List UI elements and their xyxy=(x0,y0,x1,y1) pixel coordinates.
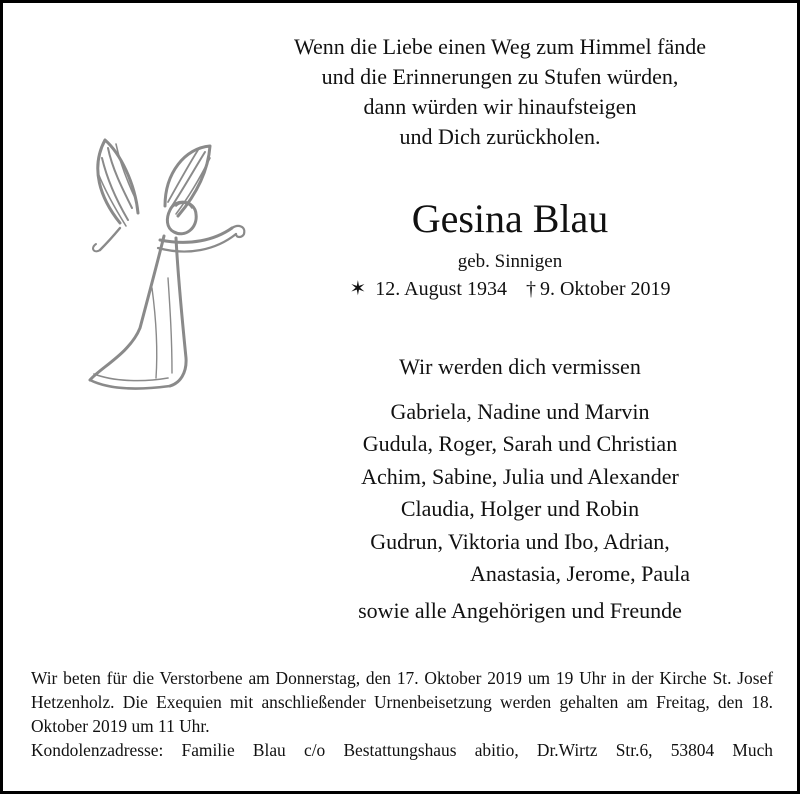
death-cross-icon: † xyxy=(525,278,536,300)
family-line: Gudula, Roger, Sarah und Christian xyxy=(362,431,678,457)
family-line: Claudia, Holger und Robin xyxy=(400,496,640,522)
family-line: Achim, Sabine, Julia und Alexander xyxy=(361,463,679,489)
angel-icon xyxy=(60,128,260,398)
memorial-poem xyxy=(220,32,780,152)
birth-star-icon: ✶ xyxy=(349,278,367,300)
death-date: 9. Oktober 2019 xyxy=(539,278,671,300)
family-line: Gudrun, Viktoria und Ibo, Adrian, xyxy=(370,528,670,554)
poem-line: und die Erinnerungen zu Stufen würden, xyxy=(321,64,679,89)
farewell-line: Wir werden dich vermissen xyxy=(399,354,641,379)
family-list xyxy=(300,396,740,590)
maiden-name: geb. Sinnigen xyxy=(457,251,563,272)
poem-line: und Dich zurückholen. xyxy=(399,124,601,149)
service-paragraph: Wir beten für die Verstorbene am Donnerstag, den 17. Oktober 2019 um 19 Uhr in der Kirche St. Josef Hetzenholz. Die Exequien mit anschließender Urnenbeisetzung werden gehalten am Freitag, den 18. Oktober 2019 um 11 Uhr. xyxy=(31,668,773,736)
service-notice xyxy=(31,666,773,762)
relatives-line: sowie alle Angehörigen und Freunde xyxy=(358,598,682,623)
deceased-name: Gesina Blau xyxy=(411,196,609,241)
family-line: Anastasia, Jerome, Paula xyxy=(470,561,690,587)
poem-line: Wenn die Liebe einen Weg zum Himmel fände xyxy=(293,34,707,59)
birth-date: 12. August 1934 xyxy=(375,278,507,300)
family-line: Gabriela, Nadine und Marvin xyxy=(390,399,650,424)
poem-line: dann würden wir hinaufsteigen xyxy=(363,94,637,119)
life-dates xyxy=(300,276,720,302)
condolence-address: Kondolenzadresse: Familie Blau c/o Bestattungshaus abitio, Dr.Wirtz Str.6, 53804 Much xyxy=(31,740,773,760)
